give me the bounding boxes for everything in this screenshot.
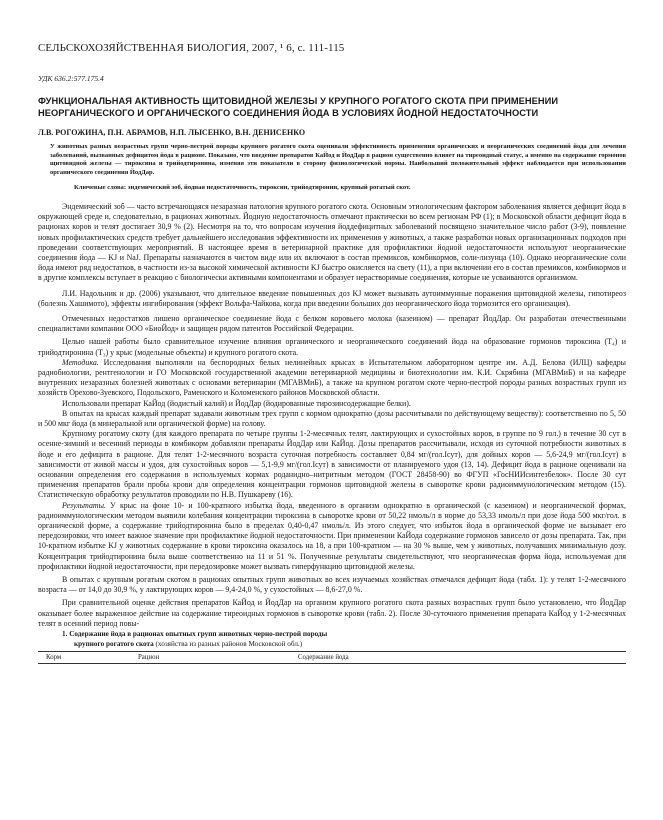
table-top-rule bbox=[38, 651, 626, 652]
paragraph-methods bbox=[38, 358, 626, 399]
journal-header: СЕЛЬСКОХОЗЯЙСТВЕННАЯ БИОЛОГИЯ, 2007, ¹ 6, с. 111-115 bbox=[38, 42, 345, 54]
table-caption-note: (хозяйства из разных районов Московской обл.) bbox=[153, 639, 303, 648]
table-header-cell: Содержание йода bbox=[298, 653, 349, 661]
paragraph: Л.И. Надольник и др. (2006) указывают, что длительное введение повышенных доз KJ может вызывать аутоиммунные поражения щитовидной железы, гипотиреоз (болезнь Хашимото), эффекты ингибирования (эффект Вольфа-Чайкова, когда при введении больших доз неорганического йода тормозится его организация). bbox=[38, 288, 626, 308]
paragraph: Эндемический зоб — часто встречающаяся незаразная патология крупного рогатого скота. Основным этиологическим фактором заболевания является дефицит йода в окружающей среде и, следовательно, в рационах животных. Йодную недостаточность отмечают практически во всем регионам РФ (1); в Московской области дефицит йода в рационах коров и телят достигает 30,9 % (2). Несмотря на то, что вопросам изучения йоддефицитных заболеваний посвящено значительное число работ (3-9), появление новых профилактических средств требует дальнейшего исследования эффективности их применения у животных, а также разработки новых организационных подходов при проведении соответствующих мероприятий. В настоящее время в ветеринарной практике для профилактики йодной недостаточности используют неорганические соединения йода — KJ и NaJ. Препараты назначаются в чистом виде или их включают в состав премиксов, комбикормов, соли-лизунца (10). Однако неорганические соли йода имеют ряд недостатков, в частности из-за высокой химической активности KJ быстро окисляется на свету (11), а при включении его в состав премиксов, комбикормов и в другие комплексы вступает в реакцию с биологически активными компонентами и образует нерастворимые соединения, которые не усваиваются организмом. bbox=[38, 201, 626, 283]
article-authors: Л.В. РОГОЖИНА, П.Н. АБРАМОВ, Н.П. ЛЫСЕНКО, В.Н. ДЕНИСЕНКО bbox=[38, 128, 306, 137]
paragraph-text: У крыс на фоне 10- и 100-кратного избытка йода, введенного в организм однократно в органической (с казеином) и неорганической формах, радиоиммунологическим методом выявили колебания концентрации тироксина в сыворотке крови от 50,22 нмоль/л в норме до 53,33 нмоль/л при дозе йода 500 мкг/гол. в органической форме, а содержание трийодтиронина было в пределах 0,40-0,47 нмоль/л. Из этого следует, что избыток йода в органической форме не вызывает его передозировки, что имеет важное значение при профилактике йодной недостаточности. При применении КаЙода содержание гормонов зависело от дозы препарата. Так, при 10-кратном избытке KJ у животных содержание в крови тироксина оказалось на 18, а при 100-кратном — на 30 % выше, чем у животных, получавших минимальную дозу. Концентрация трийодтиронина была выше соответственно на 11 и 51 %. Полученные результаты свидетельствуют, что неорганическая форма йода, используемая для профилактики йодной недостаточности, при передозировке может вызвать гиперфункцию щитовидной железы. bbox=[38, 500, 626, 571]
paragraph: Использовали препарат КаЙод (йодистый калий) и ЙодДар (йодированные тирозинсодержащие белки). bbox=[62, 398, 411, 408]
table-header-row bbox=[38, 653, 626, 662]
paragraph: В опытах с крупным рогатым скотом в рационах опытных групп животных во всех изучаемых хозяйствах отмечался дефицит йода (табл. 1): у телят 1-2-месячного возраста — от 14,0 до 30,9 %, у лактирующих коров — 9,4-24,0 %, у сухостойных — 8,6-27,0 %. bbox=[38, 575, 626, 595]
article-abstract: У животных разных возрастных групп черно-пестрой породы крупного рогатого скота оценивали эффективность применения органических и неорганических соединений йода для лечения заболеваний, вызванных дефицитом йода в рационе. Показано, что введение препаратов КаЙод и ЙодДар в рацион существенно влияет на тиреоидный статус, а именно на содержание гормонов щитовидной железы — тироксина и трийодтиронина, изменяя эти показатели в сторону физиологической нормы. Наибольший положительный эффект наблюдается при использовании органического соединения ЙодДар. bbox=[50, 143, 626, 176]
table-caption bbox=[38, 630, 626, 649]
udc-code: УДК 636.2:577.175.4 bbox=[38, 74, 104, 83]
paragraph: В опытах на крысах каждый препарат задавали животным трех групп с кормом однократно (дозы рассчитывали по действующему веществу): соответственно по 5, 50 и 500 мкг йода (в минеральной или органической форме) на голову. bbox=[38, 408, 626, 429]
paragraph: Целью нашей работы было сравнительное изучение влияния органического и неорганического соединений йода на образование гормонов тироксина (Т₄) и трийодтиронина (Т₃) у крыс (модельные объекты) и крупного рогатого скота. bbox=[38, 337, 626, 357]
table-caption-title-2: крупного рогатого скота bbox=[74, 639, 154, 648]
article-body bbox=[38, 202, 626, 629]
table-header-cell: Рацион bbox=[138, 653, 160, 661]
paragraph: Отмеченных недостатков лишено органическое соединение йода с белком коровьего молока (казеином) — препарат ЙодДар. Он разработан отечественными специалистами компании ООО «БиоЙод» и защищен рядом патентов Российской Федерации. bbox=[38, 314, 626, 334]
article-keywords: Ключевые слова: эндемический зоб, йодная недостаточность, тироксин, трийодтиронин, крупный рогатый скот. bbox=[74, 184, 411, 192]
table-header-cell: Корм bbox=[46, 653, 62, 661]
paragraph: При сравнительной оценке действия препаратов КаЙод и ЙодДар на организм крупного рогатого скота разных возрастных групп было установлено, что ЙодДар оказывает более выраженное действие на содержание тиреоидных гормонов в сыворотке крови (табл. 2). После 30-суточного применения препарата КаЙод у 1-2-месячных телят в осенний период повы- bbox=[38, 598, 626, 628]
table-caption-title: 1. Содержание йода в рационах опытных групп животных черно-пестрой породы bbox=[62, 630, 328, 639]
article-title: ФУНКЦИОНАЛЬНАЯ АКТИВНОСТЬ ЩИТОВИДНОЙ ЖЕЛЕЗЫ У КРУПНОГО РОГАТОГО СКОТА ПРИ ПРИМЕНЕНИИ НЕОРГАНИЧЕСКОГО И ОРГАНИЧЕСКОГО СОЕДИНЕНИЯ ЙОДА В УСЛОВИЯХ ЙОДНОЙ НЕДОСТАТОЧНОСТИ bbox=[38, 96, 559, 118]
section-lead-results: Результаты. bbox=[62, 500, 106, 510]
paragraph: Крупному рогатому скоту (для каждого препарата по четыре группы 1-2-месячных телят, лактирующих и сухостойных коров, в группе по 9 гол.) в течение 30 сут в осенне-зимний и весенний периоды в комбикорм добавляли препараты ЙодДар или КаЙод. Дозы препаратов рассчитывали, исходя из суточной потребности животных в йоде и его дефицита в рационе. Для телят 1-2-месячного возраста суточная потребность составляет 0,84 мг/(гол.Ісут), для дойных коров — 5,6-24,9 мг/(гол.Ісут) в зависимости от живой массы и удоя, для сухостойных коров — 5,1-9,9 мг/(гол.Ісут) в зависимости от планируемого удоя (13, 14). Дефицит йода в рационе оценивали на основании определения его содержания в используемых кормах роданидно–нитритным методом (ГОСТ 28458-90) во ФГУП «ГосНИИсинтезбелок». После 30 сут применения препаратов брали пробы крови для определения концентрации гормонов щитовидной железы в сыворотке крови радиоиммунологическим методом (15). Статистическую обработку результатов проводили по Н.В. Пушкареву (16). bbox=[38, 429, 626, 500]
section-lead-methods: Методика. bbox=[62, 357, 99, 367]
paragraph-text: Исследования выполняли на беспородных белых нелинейных крысах в Испытательном лабораторном центре им. А.Д. Белова (ИЛЦ) кафедры радиобиологии, рентгенологии и ГО Московской государственной академии ветеринарной медицины и биотехнологии им. К.И. Скрябина (МГАВМиБ) и на кафедре внутренних незаразных болезней животных с основами ветеринарии (МГАВМиБ), а также на крупном рогатом скоте черно-пестрой породы разных возрастных групп из хозяйств Орехово-Зуевского, Подольского, Раменского и Коломенского районов Московской области. bbox=[38, 357, 626, 398]
paragraph-results bbox=[38, 501, 626, 572]
table-header-rule bbox=[38, 663, 626, 664]
